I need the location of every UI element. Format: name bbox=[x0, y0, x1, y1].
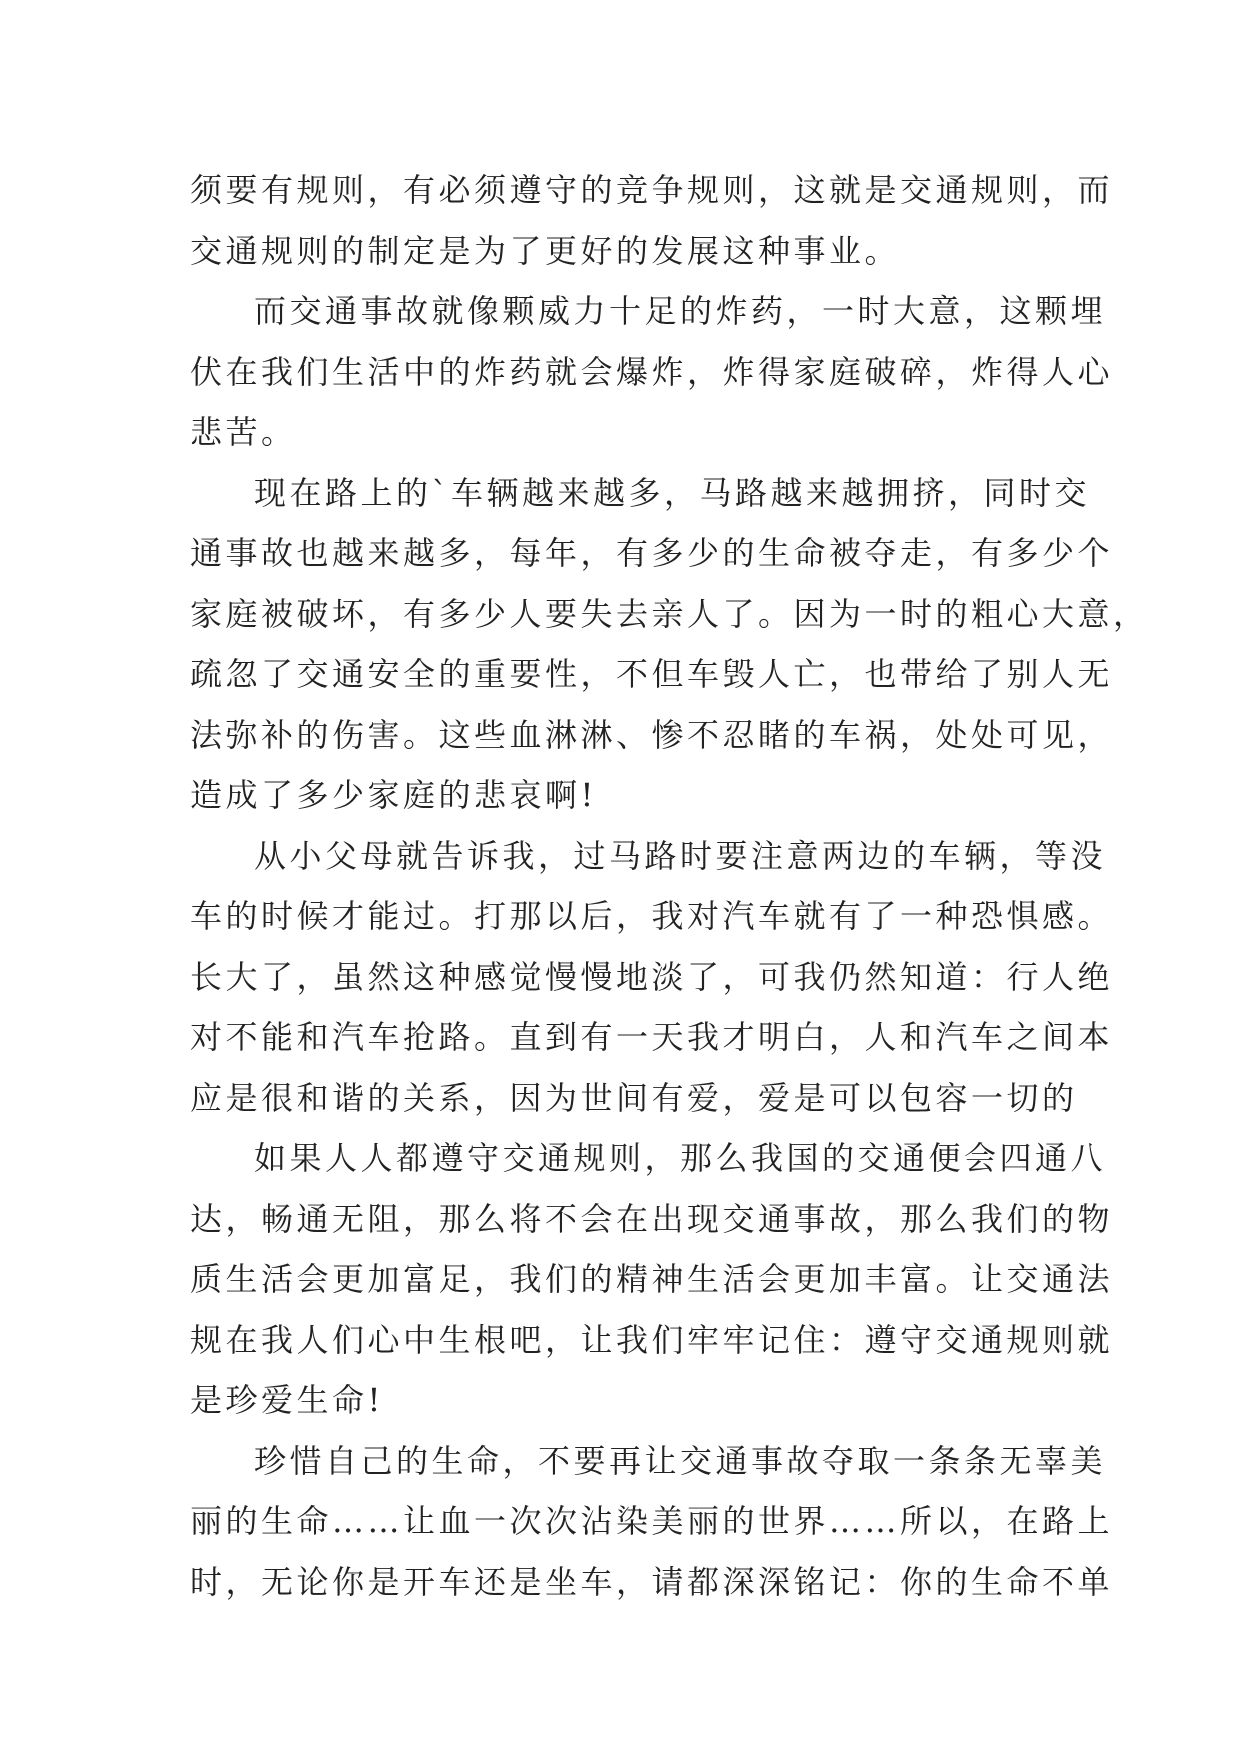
text-line: 须要有规则，有必须遵守的竞争规则，这就是交通规则，而 bbox=[190, 171, 1114, 209]
text-line: 应是很和谐的关系，因为世间有爱，爱是可以包容一切的 bbox=[190, 1078, 1078, 1117]
text-line: 现在路上的`车辆越来越多，马路越来越拥挤，同时交 bbox=[254, 473, 1091, 512]
text-line: 交通规则的制定是为了更好的发展这种事业。 bbox=[190, 231, 901, 270]
text-line: 珍惜自己的生命，不要再让交通事故夺取一条条无辜美 bbox=[254, 1441, 1107, 1480]
text-line: 伏在我们生活中的炸药就会爆炸，炸得家庭破碎，炸得人心 bbox=[190, 352, 1114, 391]
text-line: 是珍爱生命! bbox=[190, 1381, 384, 1419]
text-line: 造成了多少家庭的悲哀啊! bbox=[190, 776, 597, 814]
text-line: 长大了，虽然这种感觉慢慢地淡了，可我仍然知道：行人绝 bbox=[190, 957, 1114, 996]
text-line: 时，无论你是开车还是坐车，请都深深铭记：你的生命不单 bbox=[190, 1562, 1114, 1601]
text-line: 质生活会更加富足，我们的精神生活会更加丰富。让交通法 bbox=[190, 1260, 1114, 1298]
text-line: 通事故也越来越多，每年，有多少的生命被夺走，有多少个 bbox=[190, 534, 1114, 572]
text-line: 达，畅通无阻，那么将不会在出现交通事故，那么我们的物 bbox=[190, 1199, 1114, 1238]
text-line: 车的时候才能过。打那以后，我对汽车就有了一种恐惧感。 bbox=[190, 897, 1114, 935]
text-line: 法弥补的伤害。这些血淋淋、惨不忍睹的车祸，处处可见， bbox=[190, 715, 1114, 754]
text-line: 从小父母就告诉我，过马路时要注意两边的车辆，等没 bbox=[254, 836, 1107, 875]
text-line: 家庭被破坏，有多少人要失去亲人了。因为一时的粗心大意， bbox=[190, 594, 1149, 633]
text-line: 而交通事故就像颗威力十足的炸药，一时大意，这颗埋 bbox=[254, 292, 1107, 330]
text-line: 规在我人们心中生根吧，让我们牢牢记住：遵守交通规则就 bbox=[190, 1320, 1114, 1359]
text-line: 如果人人都遵守交通规则，那么我国的交通便会四通八 bbox=[254, 1139, 1107, 1177]
text-line: 丽的生命……让血一次次沾染美丽的世界……所以，在路上 bbox=[190, 1502, 1114, 1540]
text-line: 疏忽了交通安全的重要性，不但车毁人亡，也带给了别人无 bbox=[190, 655, 1114, 693]
text-line: 悲苦。 bbox=[190, 413, 297, 451]
text-line: 对不能和汽车抢路。直到有一天我才明白，人和汽车之间本 bbox=[190, 1018, 1114, 1056]
